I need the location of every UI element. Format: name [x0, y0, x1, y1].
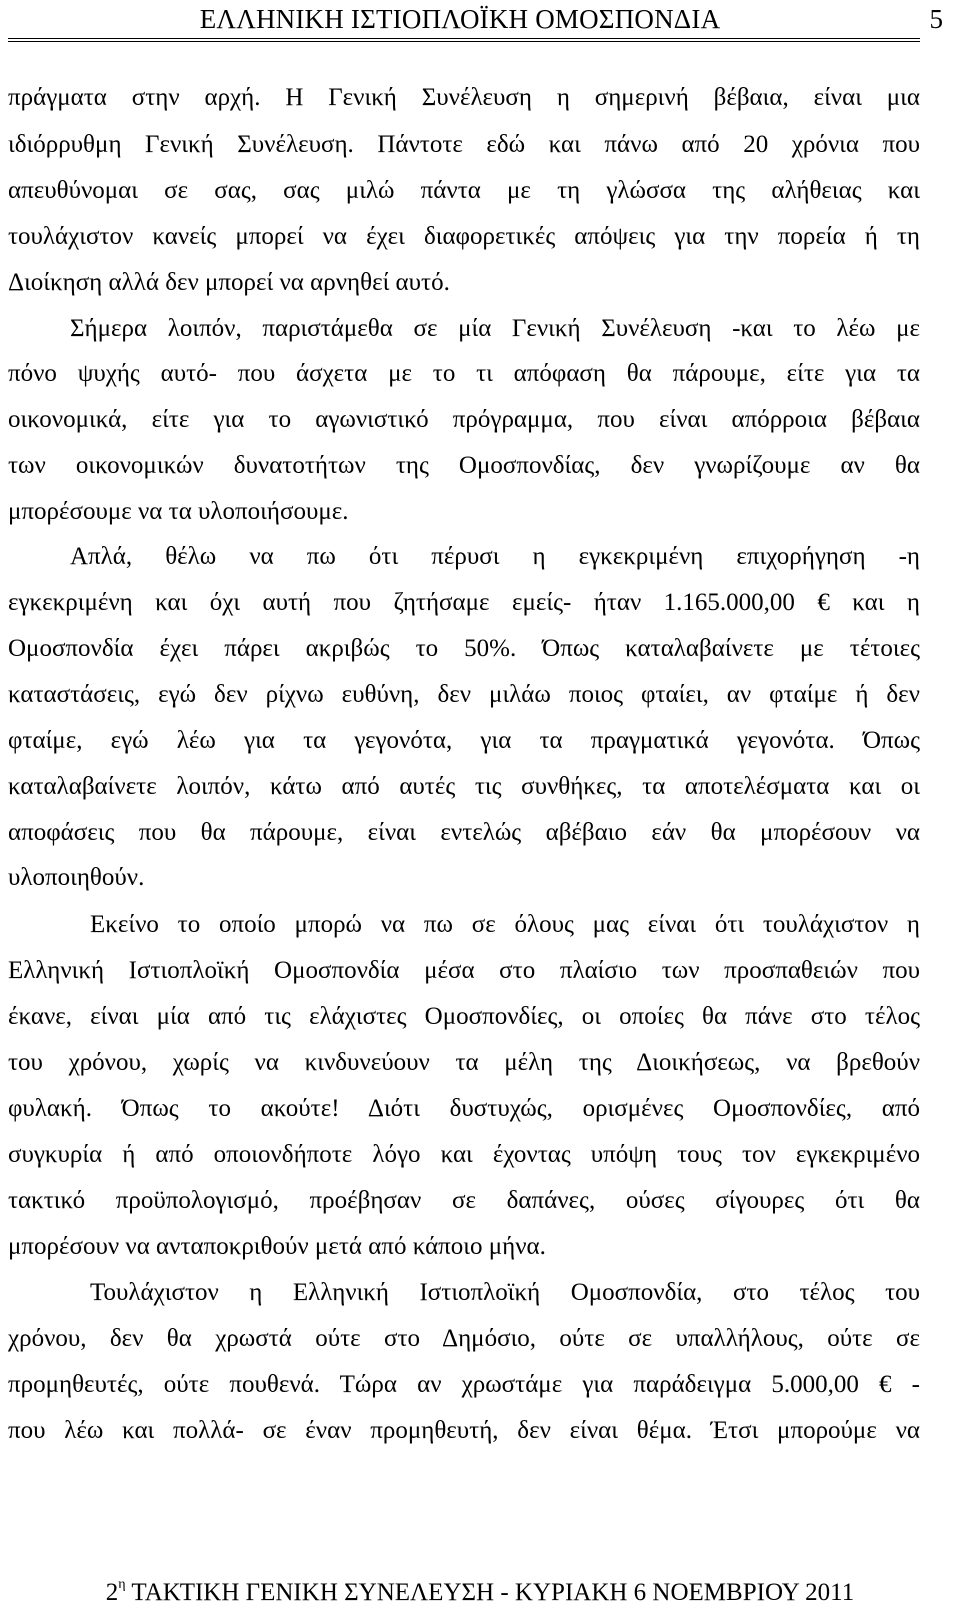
text-line: φταίμε, εγώ λέω για τα γεγονότα, για τα πραγματικά γεγονότα. Όπως [8, 727, 920, 754]
text-line: Ελληνική Ιστιοπλοϊκή Ομοσπονδία μέσα στο πλαίσιο των προσπαθειών που [8, 957, 920, 984]
text-line: τακτικό προϋπολογισμό, προέβησαν σε δαπάνες, ούσες σίγουρες ότι θα [8, 1187, 920, 1214]
paragraph-first-line: Απλά, θέλω να πω ότι πέρυσι η εγκεκριμένη επιχορήγηση -η [70, 543, 920, 570]
paragraph-first-line: Εκείνο το οποίο μπορώ να πω σε όλους μας είναι ότι τουλάχιστον η [90, 911, 920, 938]
header-rule [8, 38, 920, 42]
text-line: Ομοσπονδία έχει πάρει ακριβώς το 50%. Όπως καταλαβαίνετε με τέτοιες [8, 635, 920, 662]
text-line: έκανε, είναι μία από τις ελάχιστες Ομοσπονδίες, οι οποίες θα πάνε στο τέλος [8, 1003, 920, 1030]
text-line: χρόνου, δεν θα χρωστά ούτε στο Δημόσιο, ούτε σε υπαλλήλους, ούτε σε [8, 1325, 920, 1352]
text-line: εγκεκριμένη και όχι αυτή που ζητήσαμε εμείς- ήταν 1.165.000,00 € και η [8, 589, 920, 616]
text-line: τουλάχιστον κανείς μπορεί να έχει διαφορετικές απόψεις για την πορεία ή τη [8, 223, 920, 250]
text-line: πόνο ψυχής αυτό- που άσχετα με το τι απόφαση θα πάρουμε, είτε για τα [8, 360, 920, 387]
text-line: συγκυρία ή από οποιονδήποτε λόγο και έχοντας υπόψη τους τον εγκεκριμένο [8, 1141, 920, 1168]
text-line: που λέω και πολλά- σε έναν προμηθευτή, δεν είναι θέμα. Έτσι μπορούμε να [8, 1417, 920, 1444]
text-line: αποφάσεις που θα πάρουμε, είναι εντελώς αβέβαιο εάν θα μπορέσουν να [8, 819, 920, 846]
text-line: καταλαβαίνετε λοιπόν, κάτω από αυτές τις συνθήκες, τα αποτελέσματα και οι [8, 773, 920, 800]
text-line: υλοποιηθούν. [8, 864, 145, 891]
text-line: Διοίκηση αλλά δεν μπορεί να αρνηθεί αυτό. [8, 269, 450, 296]
text-line: του χρόνου, χωρίς να κινδυνεύουν τα μέλη της Διοικήσεως, να βρεθούν [8, 1049, 920, 1076]
text-line: μπορέσουν να ανταποκριθούν μετά από κάποιο μήνα. [8, 1233, 546, 1260]
text-line: φυλακή. Όπως το ακούτε! Διότι δυστυχώς, ορισμένες Ομοσπονδίες, από [8, 1095, 920, 1122]
text-line: οικονομικά, είτε για το αγωνιστικό πρόγραμμα, που είναι απόρροια βέβαια [8, 406, 920, 433]
text-line: ιδιόρρυθμη Γενική Συνέλευση. Πάντοτε εδώ και πάνω από 20 χρόνια που [8, 131, 920, 158]
footer-ordinal-suffix: η [118, 1577, 126, 1592]
paragraph-first-line: Τουλάχιστον η Ελληνική Ιστιοπλοϊκή Ομοσπονδία, στο τέλος του [90, 1279, 920, 1306]
paragraph-first-line: Σήμερα λοιπόν, παριστάμεθα σε μία Γενική Συνέλευση -και το λέω με [70, 315, 920, 342]
text-line: καταστάσεις, εγώ δεν ρίχνω ευθύνη, δεν μιλάω ποιος φταίει, αν φταίμε ή δεν [8, 681, 920, 708]
page-footer [0, 1577, 960, 1607]
page-header [0, 0, 960, 48]
text-line: πράγματα στην αρχή. Η Γενική Συνέλευση η σημερινή βέβαια, είναι μια [8, 84, 920, 111]
text-line: απευθύνομαι σε σας, σας μιλώ πάντα με τη γλώσσα της αλήθειας και [8, 177, 920, 204]
page-number: 5 [929, 4, 943, 34]
footer-meeting-number: 2 [105, 1579, 119, 1606]
text-line: προμηθευτές, ούτε πουθενά. Τώρα αν χρωστάμε για παράδειγμα 5.000,00 € - [8, 1371, 920, 1398]
header-title: ΕΛΛΗΝΙΚΗ ΙΣΤΙΟΠΛΟΪΚΗ ΟΜΟΣΠΟΝΔΙΑ [199, 4, 721, 34]
text-line: των οικονομικών δυνατοτήτων της Ομοσπονδίας, δεν γνωρίζουμε αν θα [8, 452, 920, 479]
footer-text: ΤΑΚΤΙΚΗ ΓΕΝΙΚΗ ΣΥΝΕΛΕΥΣΗ - ΚΥΡΙΑΚΗ 6 ΝΟΕΜΒΡΙΟΥ 2011 [125, 1579, 855, 1606]
text-line: μπορέσουμε να τα υλοποιήσουμε. [8, 498, 349, 525]
